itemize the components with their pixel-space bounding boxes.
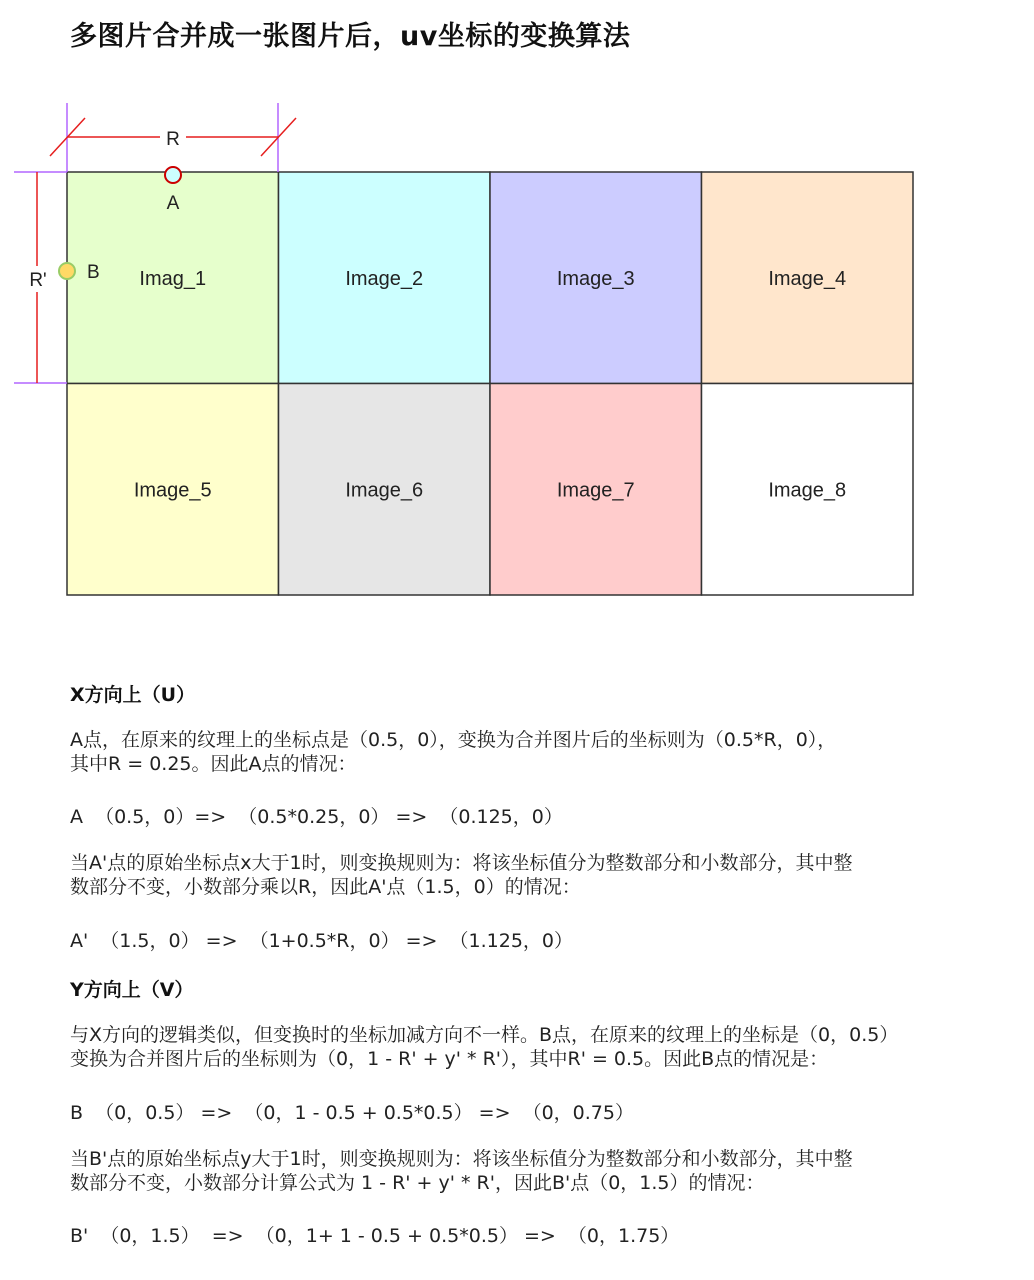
image-cell-label: Image_7 [556,479,635,502]
y-direction-heading: Y方向上（V） [70,979,194,1001]
y-paragraph-1: 与X方向的逻辑类似，但变换时的坐标加减方向不一样。B点，在原来的纹理上的坐标是（0，0.5） 变换为合并图片后的坐标则为（0，1 - R' + y' * R'），其中R' = 0.5。因此B点的情况是： [70,1024,899,1070]
x-formula-2: A' （1.5，0） => （1+0.5*R，0） => （1.125，0） [70,930,574,952]
image-cell-label: Image_2 [345,267,424,290]
image-cell-label: Image_8 [768,479,847,502]
page-title: 多图片合并成一张图片后，uv坐标的变换算法 [70,21,631,52]
point-a-label: A [166,193,180,214]
image-cell-label: Image_6 [345,479,424,502]
image-cell-label: Image_5 [133,479,212,502]
y-paragraph-2: 当B'点的原始坐标点y大于1时，则变换规则为：将该坐标值分为整数部分和小数部分，其中整 数部分不变，小数部分计算公式为 1 - R' + y' * R'，因此B'点（0，1.5）的情况： [70,1148,853,1194]
image-cell-label: Image_3 [556,267,635,290]
x-direction-heading: X方向上（U） [70,684,196,706]
x-paragraph-2: 当A'点的原始坐标点x大于1时，则变换规则为：将该坐标值分为整数部分和小数部分，其中整 数部分不变，小数部分乘以R，因此A'点（1.5，0）的情况： [70,852,853,898]
point-b-marker [59,263,75,279]
x-paragraph-1: A点，在原来的纹理上的坐标点是（0.5，0），变换为合并图片后的坐标则为（0.5*R，0）， 其中R = 0.25。因此A点的情况： [70,729,837,775]
y-formula-1: B （0，0.5） => （0，1 - 0.5 + 0.5*0.5） => （0，0.75） [70,1102,634,1124]
point-b-label: B [87,262,100,283]
image-grid [67,172,913,595]
r-prime-label: R' [29,270,47,291]
r-label: R [166,129,180,150]
image-cell-label: Imag_1 [139,267,207,290]
image-cell-label: Image_4 [768,267,847,290]
x-formula-1: A （0.5，0）=> （0.5*0.25，0） => （0.125，0） [70,806,563,828]
texture-atlas-diagram [0,95,1034,615]
y-formula-2: B' （0，1.5） => （0，1+ 1 - 0.5 + 0.5*0.5） => （0，1.75） [70,1225,680,1247]
point-a-marker [165,167,181,183]
